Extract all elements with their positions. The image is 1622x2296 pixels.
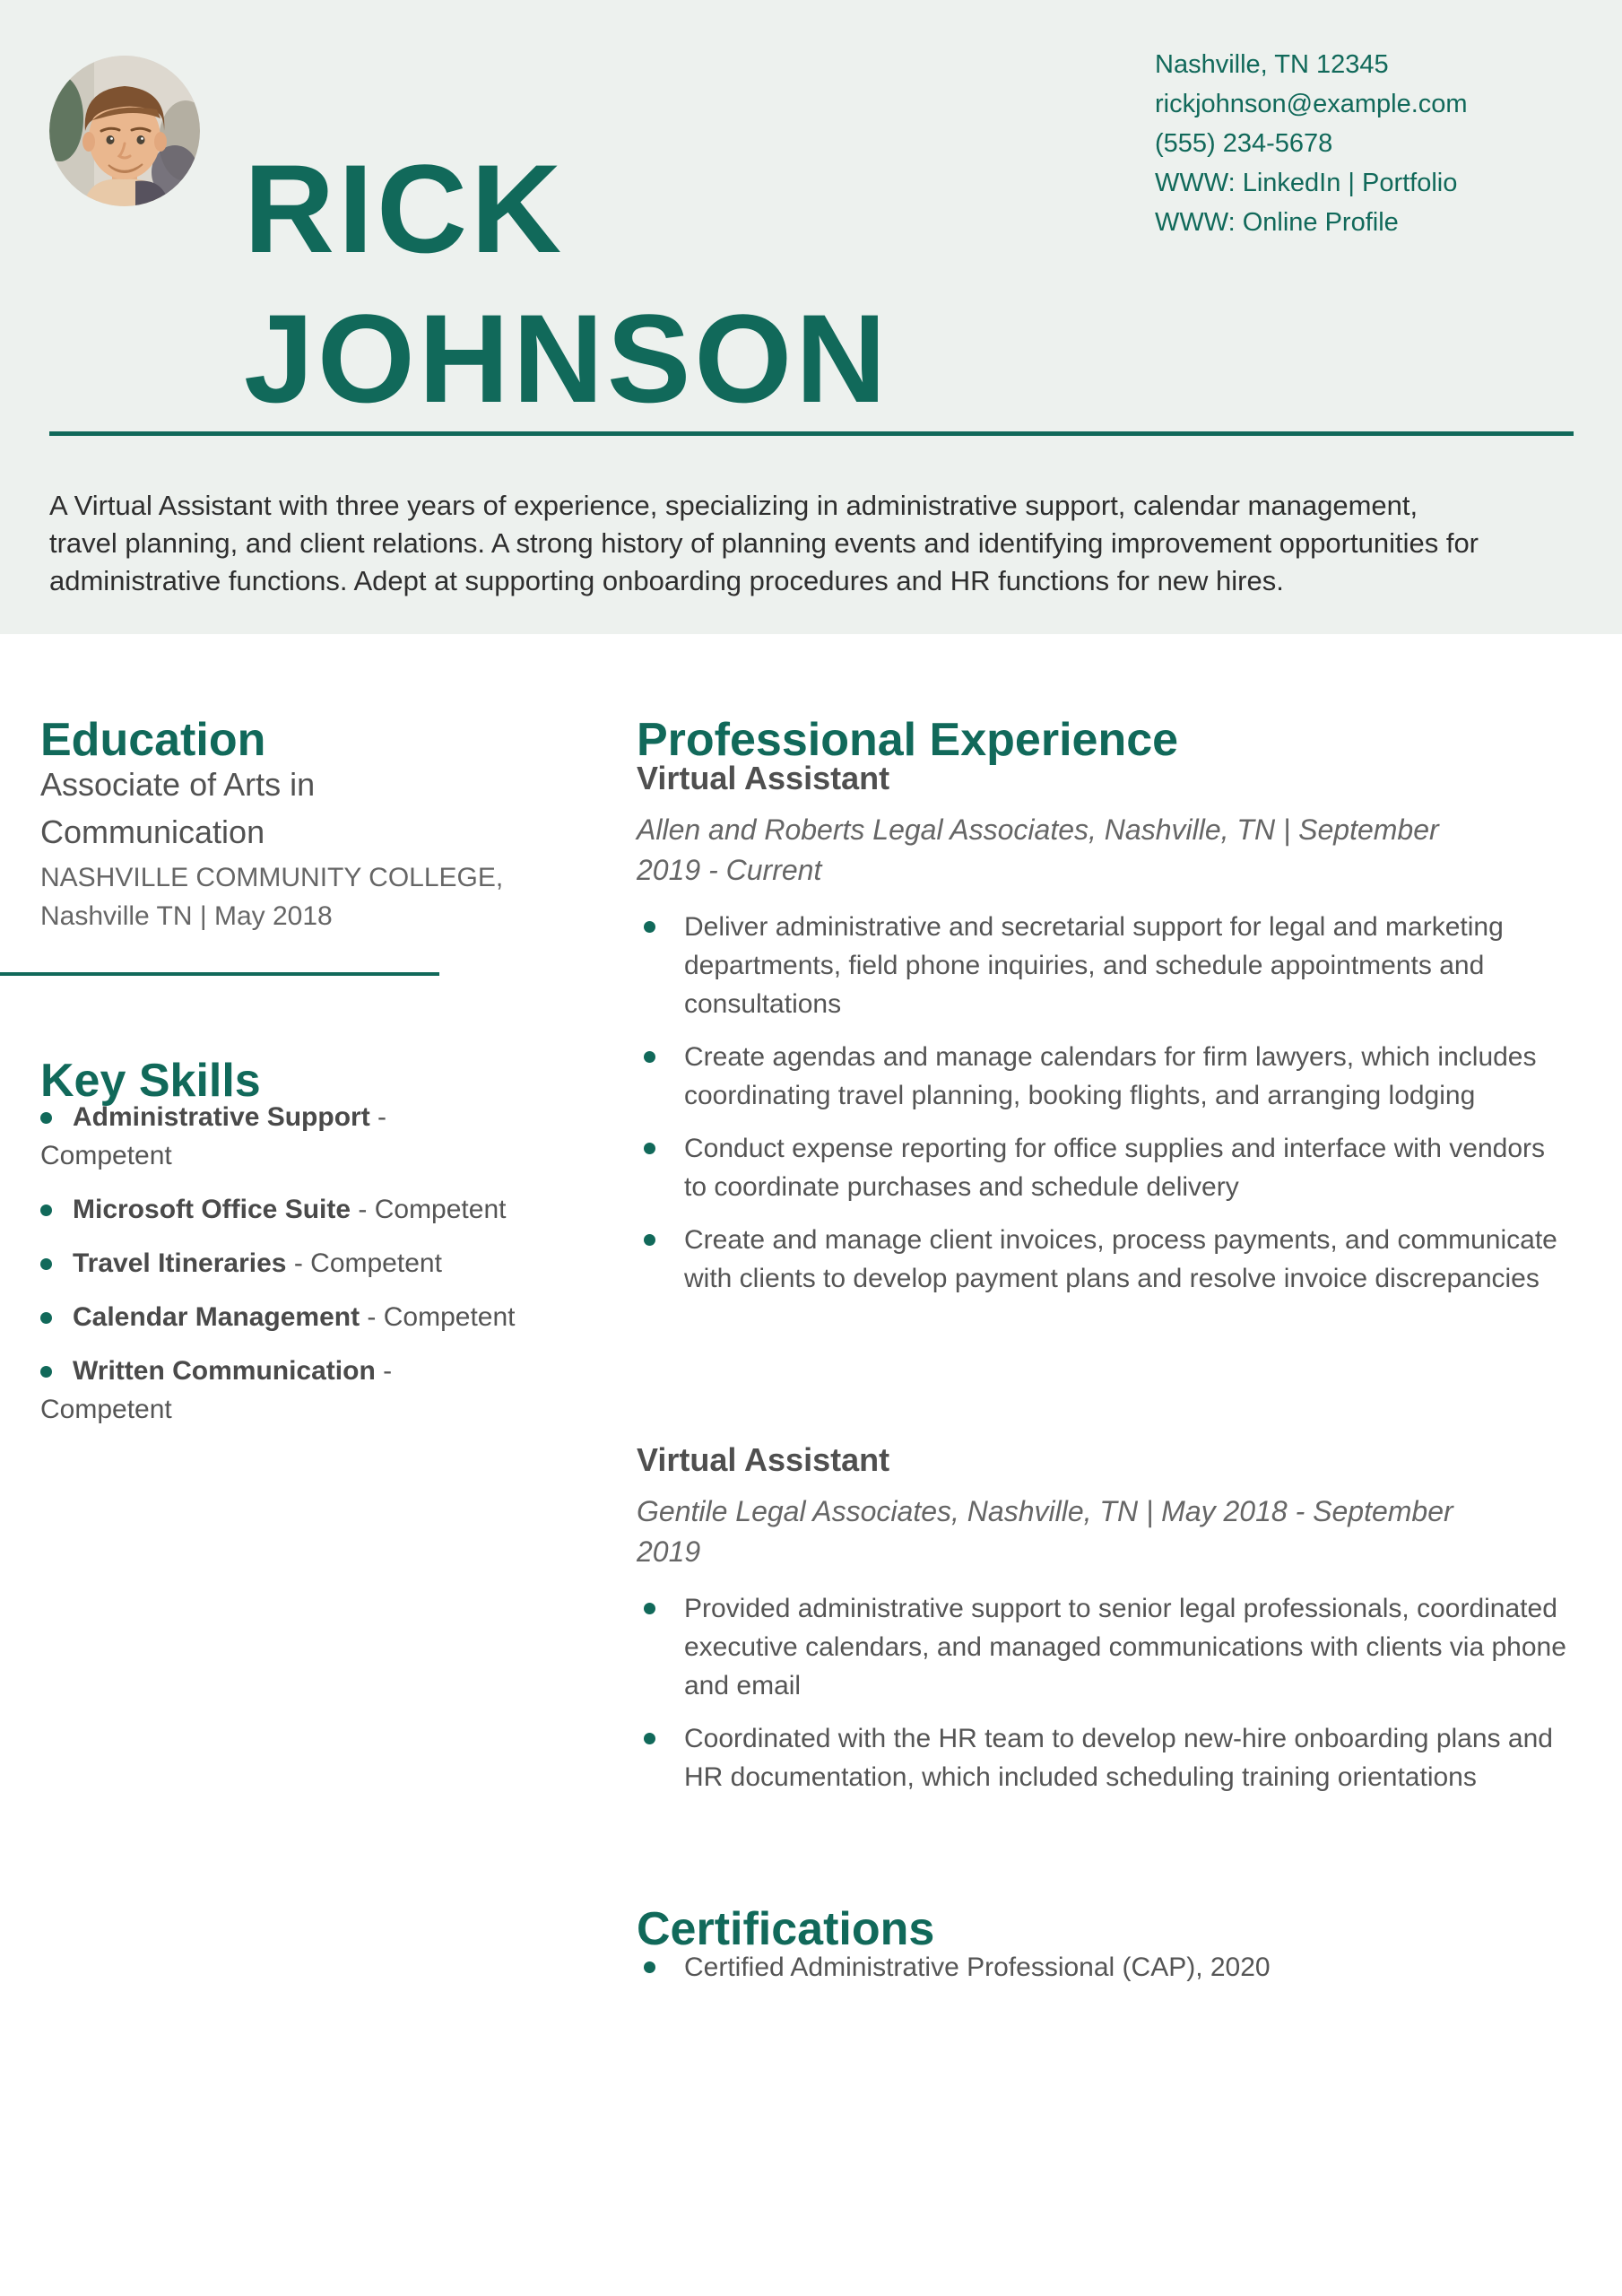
job-bullet <box>637 1221 1569 1298</box>
bullet-icon <box>40 1258 52 1270</box>
skill-separator: - <box>375 1356 393 1386</box>
skill-separator: - <box>360 1302 384 1332</box>
job-meta: Allen and Roberts Legal Associates, Nashville, TN | September 2019 - Current <box>637 813 1439 886</box>
skill-level: Competent <box>383 1302 516 1332</box>
job-bullet <box>637 1038 1569 1115</box>
bullet-icon <box>644 1234 655 1246</box>
candidate-name <box>244 134 889 433</box>
skill-separator: - <box>369 1102 387 1132</box>
skill-item <box>40 1098 471 1175</box>
skill-item <box>40 1352 471 1429</box>
education-school: NASHVILLE COMMUNITY COLLEGE, Nashville TN | May 2018 <box>40 863 504 931</box>
certifications-heading: Certifications <box>637 1903 935 1956</box>
experience-heading: Professional Experience <box>637 714 1179 767</box>
skill-item <box>40 1244 668 1283</box>
job-bullet-text: Conduct expense reporting for office supplies and interface with vendors to coordinate purchases and schedule delivery <box>684 1134 1546 1202</box>
skill-level: Competent <box>374 1195 507 1224</box>
bullet-icon <box>40 1366 52 1378</box>
bullet-icon <box>40 1312 52 1324</box>
key-skills-heading: Key Skills <box>40 1055 261 1108</box>
candidate-last-name: JOHNSON <box>244 287 890 429</box>
skill-item <box>40 1190 668 1229</box>
job-title: Virtual Assistant <box>637 1441 890 1478</box>
skill-level: Competent <box>310 1248 442 1278</box>
job-bullet-text: Create and manage client invoices, process payments, and communicate with clients to develop payment plans and resolve invoice discrepancies <box>684 1225 1557 1293</box>
contact-email: rickjohnson@example.com <box>1155 90 1468 118</box>
job-bullet <box>637 1719 1569 1796</box>
candidate-first-name: RICK <box>244 137 566 279</box>
bullet-icon <box>644 1961 655 1973</box>
skill-name: Travel Itineraries <box>73 1248 287 1278</box>
job-bullet <box>637 908 1569 1023</box>
profile-photo <box>49 56 200 206</box>
header-divider <box>49 431 1574 436</box>
bullet-icon <box>644 1143 655 1154</box>
job-bullet-text: Provided administrative support to senior legal professionals, coordinated executive calendars, and managed communications with clients via phone and email <box>684 1594 1566 1700</box>
contact-location: Nashville, TN 12345 <box>1155 50 1389 79</box>
job-meta: Gentile Legal Associates, Nashville, TN | May 2018 - September 2019 <box>637 1495 1453 1568</box>
bullet-icon <box>40 1112 52 1124</box>
profile-photo-illustration <box>49 56 200 206</box>
job-bullet-list <box>637 908 1569 1312</box>
bullet-icon <box>644 1603 655 1614</box>
skill-item <box>40 1298 668 1336</box>
certifications-list <box>637 1948 1569 2001</box>
education-degree: Associate of Arts in Communication <box>40 766 316 850</box>
skill-separator: - <box>351 1195 375 1224</box>
bullet-icon <box>644 1051 655 1063</box>
skill-name: Administrative Support <box>73 1102 370 1132</box>
bullet-icon <box>40 1205 52 1216</box>
skill-name: Microsoft Office Suite <box>73 1195 351 1224</box>
job-bullet <box>637 1129 1569 1206</box>
skill-separator: - <box>286 1248 311 1278</box>
contact-info <box>1155 45 1468 242</box>
job-bullet-text: Coordinated with the HR team to develop new-hire onboarding plans and HR documentation, which included scheduling training orientations <box>684 1724 1553 1792</box>
job-title: Virtual Assistant <box>637 760 890 796</box>
bullet-icon <box>644 1733 655 1744</box>
professional-summary: A Virtual Assistant with three years of experience, specializing in administrative support, calendar management, travel planning, and client relations. A strong history of planning events and identifying improvement opportunities for administrative functions. Adept at supporting onboarding procedures and HR functions for new hires. <box>49 490 1479 596</box>
education-divider <box>0 972 439 976</box>
bullet-icon <box>644 921 655 933</box>
skill-level: Competent <box>40 1141 172 1170</box>
job-bullet <box>637 1589 1569 1705</box>
skill-name: Calendar Management <box>73 1302 360 1332</box>
key-skills-list <box>40 1098 668 1444</box>
contact-phone: (555) 234-5678 <box>1155 129 1333 158</box>
contact-profile: WWW: Online Profile <box>1155 208 1399 237</box>
education-heading: Education <box>40 714 266 767</box>
skill-level: Competent <box>40 1395 172 1424</box>
contact-links: WWW: LinkedIn | Portfolio <box>1155 169 1458 197</box>
job-bullet-text: Deliver administrative and secretarial support for legal and marketing departments, field phone inquiries, and schedule appointments and consultations <box>684 912 1504 1019</box>
job-bullet-text: Create agendas and manage calendars for firm lawyers, which includes coordinating travel planning, booking flights, and arranging lodging <box>684 1042 1537 1110</box>
header-section <box>0 0 1622 634</box>
certification-text: Certified Administrative Professional (CAP), 2020 <box>684 1952 1271 1982</box>
job-bullet-list <box>637 1589 1569 1811</box>
skill-name: Written Communication <box>73 1356 376 1386</box>
certification-item <box>637 1948 1569 1987</box>
